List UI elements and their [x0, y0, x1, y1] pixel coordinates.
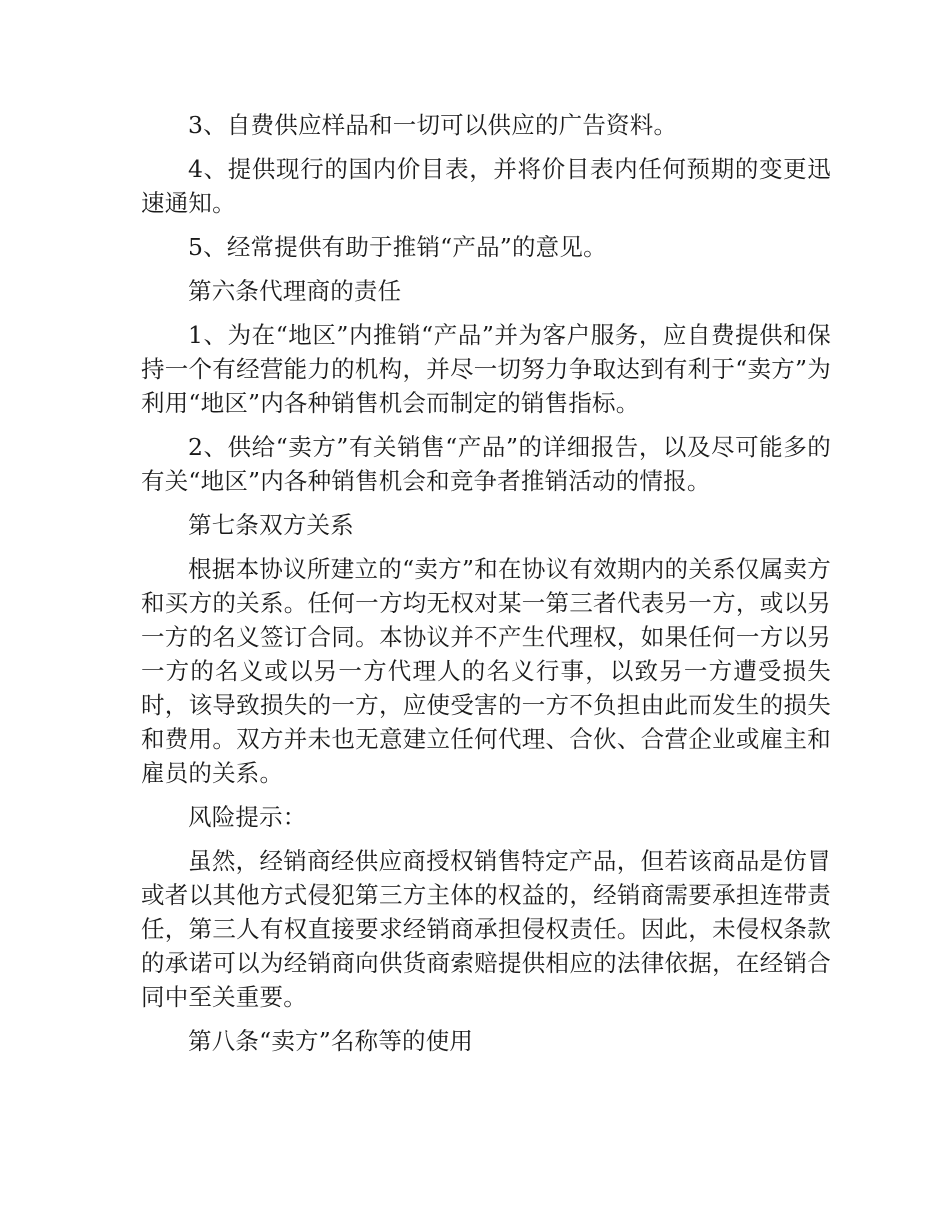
- paragraph-item-5: 5、经常提供有助于推销“产品”的意见。: [188, 233, 607, 261]
- paragraph-agent-duty-1: 1、为在“地区”内推销“产品”并为客户服务，应自费提供和保持一个有经营能力的机构，并尽一切努力争取达到有利于“卖方”为利用“地区”内各种销售机会而制定的销售指标。: [141, 321, 831, 417]
- section-heading-article-7: 第七条双方关系: [188, 511, 354, 539]
- paragraph-relationship: 根据本协议所建立的“卖方”和在协议有效期内的关系仅属卖方和买方的关系。任何一方均无权对某一第三者代表另一方，或以另一方的名义签订合同。本协议并不产生代理权，如果任何一方以另一方的名义或以另一方代理人的名义行事，以致另一方遭受损失时，该导致损失的一方，应使受害的一方不负担由此而发生的损失和费用。双方并未也无意建立任何代理、合伙、合营企业或雇主和雇员的关系。: [141, 555, 831, 787]
- document-body: [141, 108, 831, 1068]
- risk-warning-heading: 风险提示：: [188, 803, 307, 831]
- paragraph-agent-duty-2: 2、供给“卖方”有关销售“产品”的详细报告，以及尽可能多的有关“地区”内各种销售机会和竞争者推销活动的情报。: [141, 433, 831, 495]
- paragraph-item-3: 3、自费供应样品和一切可以供应的广告资料。: [188, 111, 678, 139]
- section-heading-article-8: 第八条“卖方”名称等的使用: [188, 1027, 474, 1055]
- section-heading-article-6: 第六条代理商的责任: [188, 277, 402, 305]
- paragraph-item-4: 4、提供现行的国内价目表，并将价目表内任何预期的变更迅速通知。: [141, 155, 831, 217]
- risk-warning-body: 虽然，经销商经供应商授权销售特定产品，但若该商品是仿冒或者以其他方式侵犯第三方主体的权益的，经销商需要承担连带责任，第三人有权直接要求经销商承担侵权责任。因此，未侵权条款的承诺可以为经销商向供货商索赔提供相应的法律依据，在经销合同中至关重要。: [141, 847, 831, 1011]
